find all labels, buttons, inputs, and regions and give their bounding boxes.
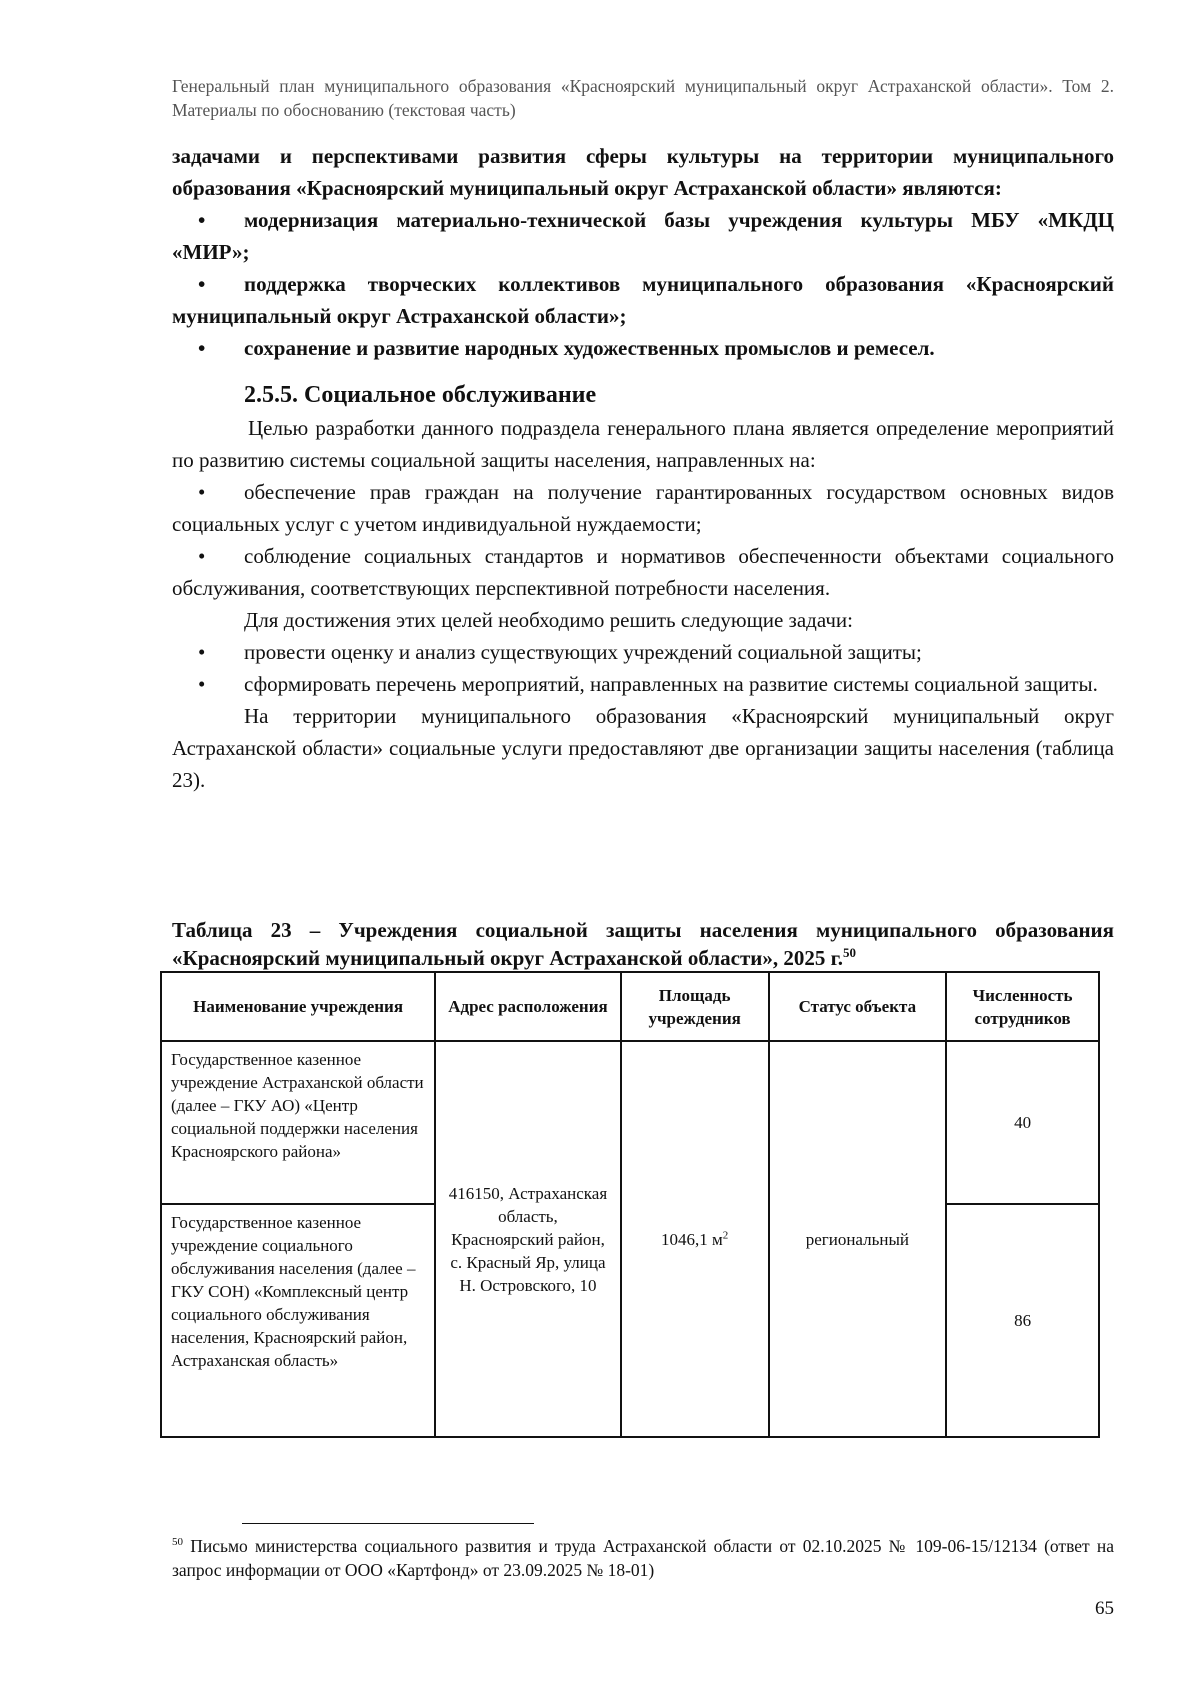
bullet-dot-icon: • [198,208,206,232]
culture-bullet: • поддержка творческих коллективов муниципального образования «Красноярский муниципальный округ Астраханской области»; [172,268,1114,332]
culture-bullet: • модернизация материально-технической базы учреждения культуры МБУ «МКДЦ «МИР»; [172,204,1114,268]
footnote-ref[interactable]: 50 [843,945,857,960]
bullet-dot-icon: • [198,672,206,696]
bullet-dot-icon: • [198,640,206,664]
page-number: 65 [1095,1598,1114,1619]
task-bullet: • сформировать перечень мероприятий, направленных на развитие системы социальной защиты. [172,668,1114,700]
goal-bullet: • соблюдение социальных стандартов и нормативов обеспеченности объектами социального обслуживания, соответствующих перспективной потребности населения. [172,540,1114,604]
summary-paragraph: На территории муниципального образования «Красноярский муниципальный округ Астраханской области» социальные услуги предоставляют две организации защиты населения (таблица 23). [172,704,1114,792]
footnote-separator [242,1523,534,1524]
tasks-intro: Для достижения этих целей необходимо решить следующие задачи: [244,608,853,632]
table-row [161,1041,1099,1204]
bullet-dot-icon: • [198,272,206,296]
institution-name: Государственное казенное учреждение Астраханской области (далее – ГКУ АО) «Центр социальной поддержки населения Красноярского района» [161,1041,435,1204]
goal-intro: Целью разработки данного подраздела генерального плана является определение мероприятий по развитию системы социальной защиты населения, направленных на: [172,416,1114,472]
institution-name: Государственное казенное учреждение социального обслуживания населения (далее – ГКУ СОН) «Комплексный центр социального обслуживания населения, Красноярский район, Астраханская область» [161,1204,435,1437]
task-bullet: • провести оценку и анализ существующих учреждений социальной защиты; [172,636,1114,668]
bullet-dot-icon: • [198,544,206,568]
institutions-table [160,971,1100,1438]
column-header: Наименование учреждения [161,972,435,1041]
column-header: Статус объекта [769,972,947,1041]
column-header: Численность сотрудников [946,972,1099,1041]
goal-bullet: • обеспечение прав граждан на получение гарантированных государством основных видов социальных услуг с учетом индивидуальной нуждаемости; [172,476,1114,540]
section-heading: 2.5.5. Социальное обслуживание [244,382,597,408]
culture-bullet: • сохранение и развитие народных художественных промыслов и ремесел. [172,332,1114,364]
table-header-row [161,972,1099,1041]
staff-count: 86 [946,1204,1099,1437]
bullet-dot-icon: • [198,480,206,504]
column-header: Площадь учреждения [621,972,769,1041]
bullet-dot-icon: • [198,336,206,360]
table-caption: Таблица 23 – Учреждения социальной защиты населения муниципального образования «Красноярский муниципальный округ Астраханской области», 2025 г.$^{50}$ [172,918,1114,970]
column-header: Адрес расположения [435,972,621,1041]
staff-count: 40 [946,1041,1099,1204]
culture-intro: задачами и перспективами развития сферы культуры на территории муниципального образования «Красноярский муниципальный округ Астраханской области» являются: [172,144,1114,200]
footnote-number: 50 [172,1536,183,1549]
status-cell: региональный [769,1041,947,1437]
footnote: $^{50}$ Письмо министерства социального развития и труда Астраханской области от 02.10.2025 № 109-06-15/12134 (ответ на запрос информации от ООО «Картфонд» от 23.09.2025 № 18-01) [172,1536,1114,1580]
area-cell: 1046,1 $м^2$ [621,1041,769,1437]
running-header: Генеральный план муниципального образования «Красноярский муниципальный округ Астраханской области». Том 2. Материалы по обоснованию (текстовая часть) [172,76,1114,120]
address-cell: 416150, Астраханская область, Красноярский район, с. Красный Яр, улица Н. Островского, 10 [435,1041,621,1437]
main-text [172,140,1114,796]
